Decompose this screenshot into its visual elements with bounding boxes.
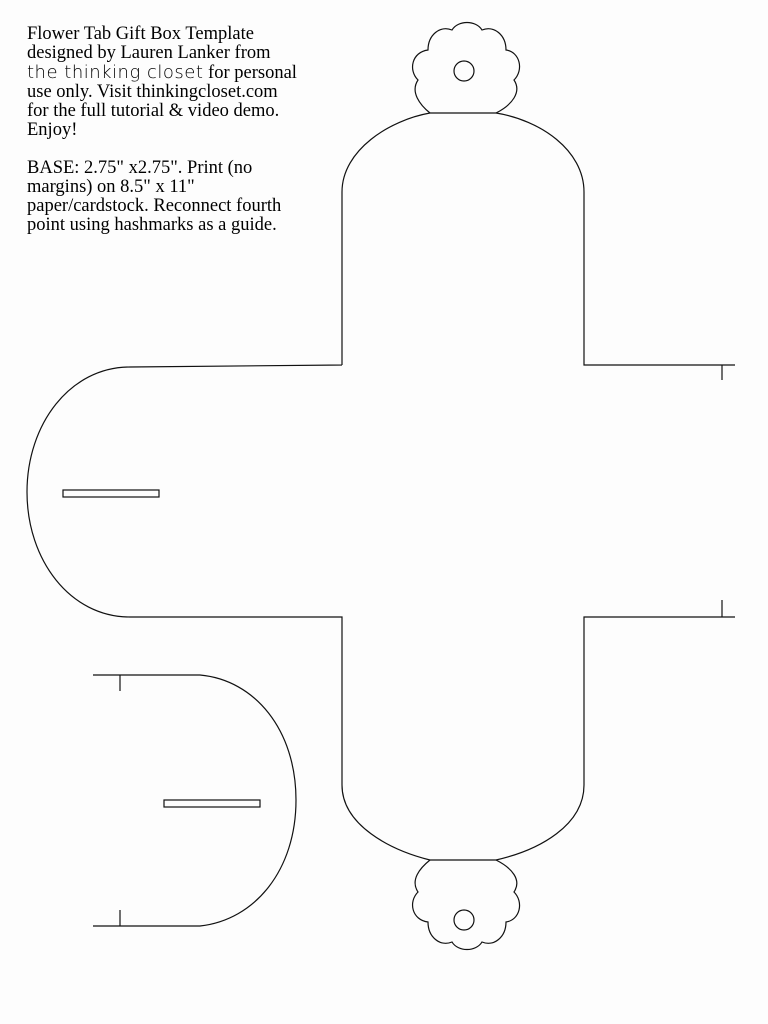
top-flower-hole (454, 61, 474, 81)
enjoy-line: Enjoy! (27, 120, 78, 140)
brand-name: the thinking closet (27, 62, 204, 83)
margins-line: margins) on 8.5" x 11" (27, 177, 195, 197)
base-size-line: BASE: 2.75" x2.75". Print (no (27, 158, 253, 178)
reconnect-line: point using hashmarks as a guide. (27, 215, 277, 235)
designer-line: designed by Lauren Lanker from (27, 43, 271, 63)
paper-line: paper/cardstock. Reconnect fourth (27, 196, 282, 216)
left-tab-slot (63, 490, 159, 497)
tutorial-line: for the full tutorial & video demo. (27, 101, 280, 121)
usage-line-part: for personal (203, 63, 297, 83)
box-outline (27, 113, 735, 860)
title-line: Flower Tab Gift Box Template (27, 24, 254, 44)
top-flower-tab (413, 23, 520, 114)
separate-tab-slot (164, 800, 260, 807)
bottom-flower-tab (413, 860, 520, 950)
bottom-flower-hole (454, 910, 474, 930)
website-line: use only. Visit thinkingcloset.com (27, 82, 278, 102)
